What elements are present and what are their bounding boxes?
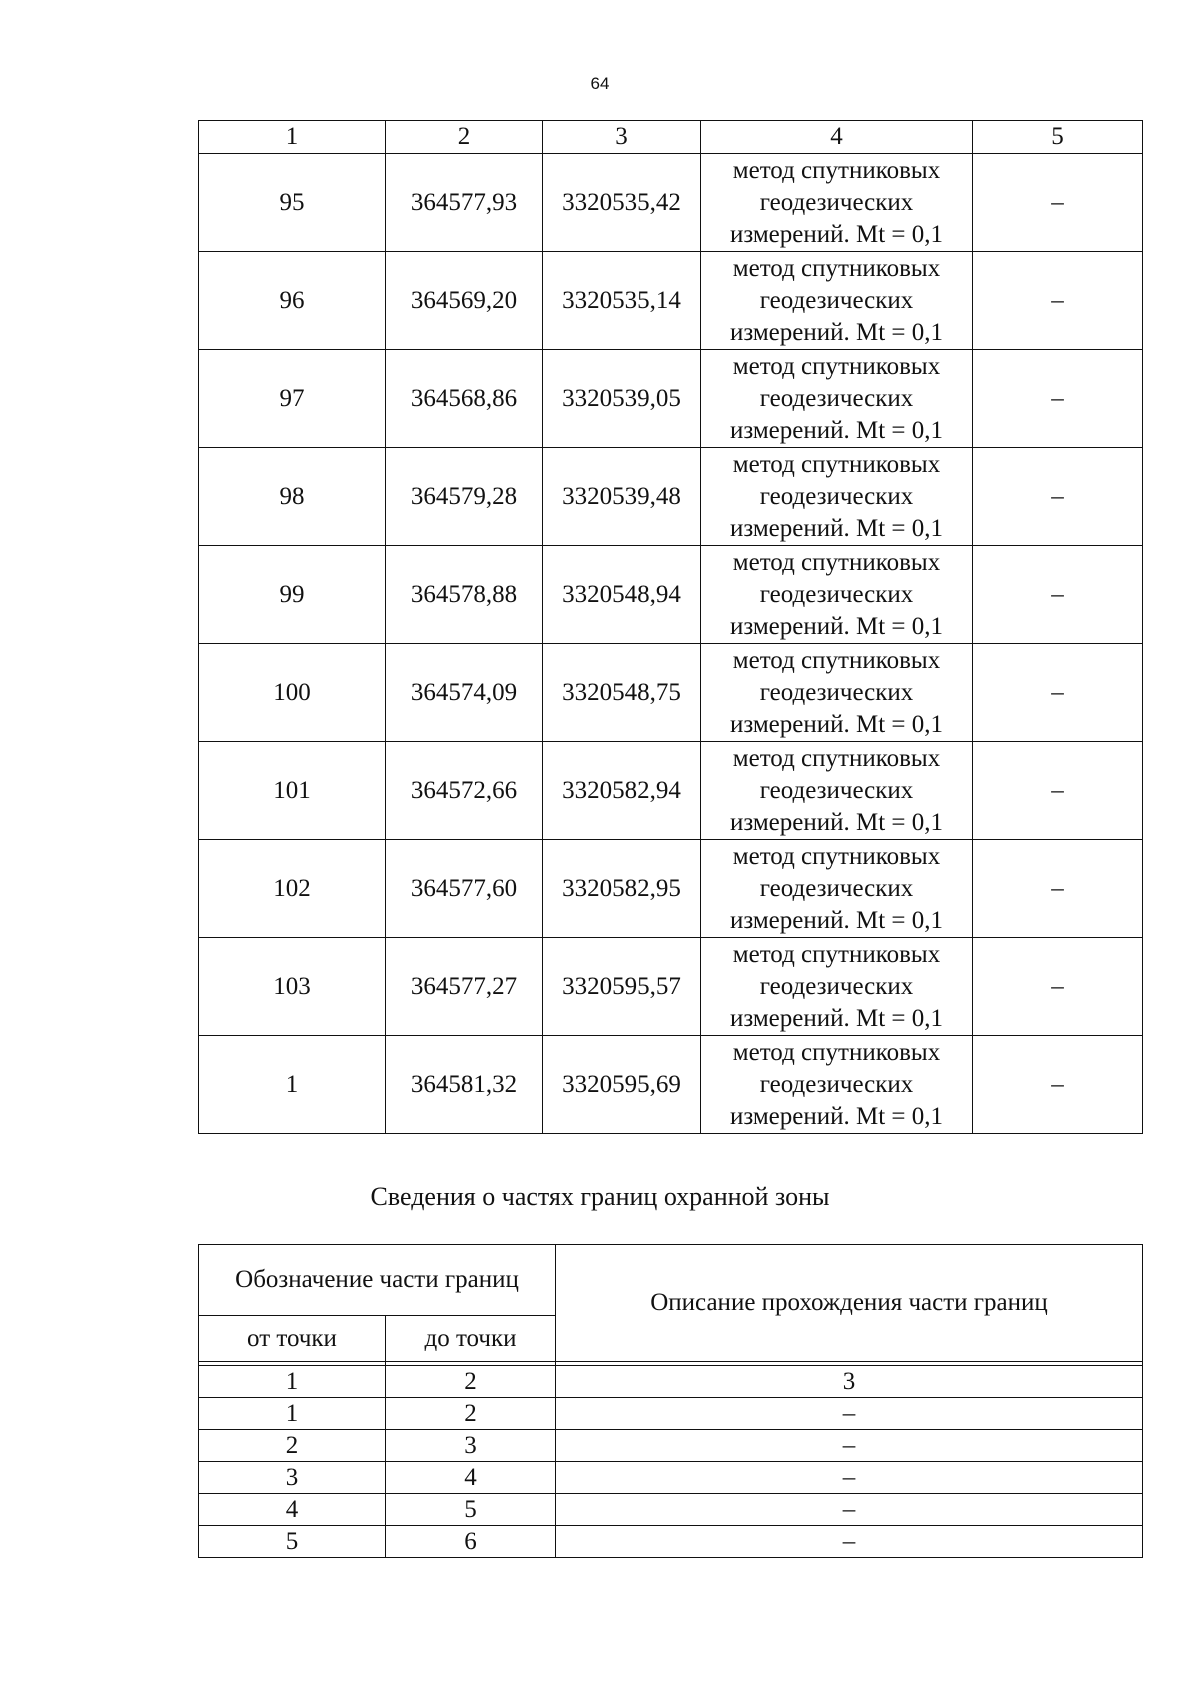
point-description: – xyxy=(973,448,1143,546)
determination-method: метод спутниковых геодезических измерений. Mt = 0,1 xyxy=(701,252,973,350)
to-point: 5 xyxy=(386,1494,556,1526)
to-point: 6 xyxy=(386,1526,556,1558)
parts-header-row xyxy=(199,1245,1143,1316)
column-numbering-row xyxy=(199,1366,1143,1398)
to-point: 3 xyxy=(386,1430,556,1462)
coordinate-y: 3320595,69 xyxy=(543,1036,701,1134)
point-description: – xyxy=(973,938,1143,1036)
determination-method: метод спутниковых геодезических измерений. Mt = 0,1 xyxy=(701,448,973,546)
column-number: 1 xyxy=(199,1366,386,1398)
table-row xyxy=(199,1430,1143,1462)
determination-method: метод спутниковых геодезических измерений. Mt = 0,1 xyxy=(701,938,973,1036)
from-point: 1 xyxy=(199,1398,386,1430)
determination-method: метод спутниковых геодезических измерений. Mt = 0,1 xyxy=(701,742,973,840)
section-title: Сведения о частях границ охранной зоны xyxy=(370,1182,830,1211)
column-number: 2 xyxy=(386,1366,556,1398)
coordinates-table xyxy=(198,120,1143,1134)
coordinate-x: 364574,09 xyxy=(386,644,543,742)
coordinate-y: 3320582,94 xyxy=(543,742,701,840)
coordinate-y: 3320535,42 xyxy=(543,154,701,252)
column-number-header: 2 xyxy=(386,121,543,154)
table-row xyxy=(199,350,1143,448)
from-point: 2 xyxy=(199,1430,386,1462)
point-number: 102 xyxy=(199,840,386,938)
coordinate-y: 3320539,48 xyxy=(543,448,701,546)
from-point: 4 xyxy=(199,1494,386,1526)
to-point: 4 xyxy=(386,1462,556,1494)
column-number: 3 xyxy=(556,1366,1143,1398)
point-number: 1 xyxy=(199,1036,386,1134)
coordinate-x: 364568,86 xyxy=(386,350,543,448)
table-row xyxy=(199,840,1143,938)
part-description: – xyxy=(556,1494,1143,1526)
coordinate-x: 364577,60 xyxy=(386,840,543,938)
coordinate-x: 364579,28 xyxy=(386,448,543,546)
point-number: 100 xyxy=(199,644,386,742)
table-row xyxy=(199,644,1143,742)
coordinate-x: 364578,88 xyxy=(386,546,543,644)
to-point: 2 xyxy=(386,1398,556,1430)
column-number-header: 5 xyxy=(973,121,1143,154)
point-number: 96 xyxy=(199,252,386,350)
determination-method: метод спутниковых геодезических измерений. Mt = 0,1 xyxy=(701,154,973,252)
table-row xyxy=(199,1526,1143,1558)
table-row xyxy=(199,448,1143,546)
table-row xyxy=(199,742,1143,840)
designation-header: Обозначение части границ xyxy=(199,1245,556,1316)
from-point: 5 xyxy=(199,1526,386,1558)
table-row xyxy=(199,1398,1143,1430)
determination-method: метод спутниковых геодезических измерений. Mt = 0,1 xyxy=(701,1036,973,1134)
coordinate-x: 364572,66 xyxy=(386,742,543,840)
part-description: – xyxy=(556,1430,1143,1462)
column-number-header: 4 xyxy=(701,121,973,154)
boundary-parts-table xyxy=(198,1244,1143,1558)
coordinate-y: 3320539,05 xyxy=(543,350,701,448)
coordinate-x: 364581,32 xyxy=(386,1036,543,1134)
point-number: 103 xyxy=(199,938,386,1036)
table-row xyxy=(199,154,1143,252)
to-point-header: до точки xyxy=(386,1316,556,1362)
point-number: 98 xyxy=(199,448,386,546)
point-description: – xyxy=(973,1036,1143,1134)
point-number: 101 xyxy=(199,742,386,840)
coords-header-row xyxy=(199,121,1143,154)
coordinate-x: 364577,27 xyxy=(386,938,543,1036)
column-number-header: 3 xyxy=(543,121,701,154)
point-description: – xyxy=(973,546,1143,644)
coordinate-y: 3320535,14 xyxy=(543,252,701,350)
table-row xyxy=(199,546,1143,644)
determination-method: метод спутниковых геодезических измерений. Mt = 0,1 xyxy=(701,644,973,742)
part-description: – xyxy=(556,1398,1143,1430)
point-number: 95 xyxy=(199,154,386,252)
point-description: – xyxy=(973,154,1143,252)
description-header: Описание прохождения части границ xyxy=(556,1245,1143,1362)
point-description: – xyxy=(973,840,1143,938)
point-description: – xyxy=(973,350,1143,448)
point-description: – xyxy=(973,742,1143,840)
table-row xyxy=(199,252,1143,350)
part-description: – xyxy=(556,1526,1143,1558)
coordinate-y: 3320548,94 xyxy=(543,546,701,644)
table-row xyxy=(199,1494,1143,1526)
coordinate-x: 364577,93 xyxy=(386,154,543,252)
determination-method: метод спутниковых геодезических измерений. Mt = 0,1 xyxy=(701,350,973,448)
table-row xyxy=(199,938,1143,1036)
from-point: 3 xyxy=(199,1462,386,1494)
point-number: 97 xyxy=(199,350,386,448)
coordinate-y: 3320582,95 xyxy=(543,840,701,938)
point-description: – xyxy=(973,644,1143,742)
coordinate-y: 3320548,75 xyxy=(543,644,701,742)
page-number: 64 xyxy=(590,74,610,93)
determination-method: метод спутниковых геодезических измерений. Mt = 0,1 xyxy=(701,546,973,644)
from-point-header: от точки xyxy=(199,1316,386,1362)
column-number-header: 1 xyxy=(199,121,386,154)
point-description: – xyxy=(973,252,1143,350)
coordinate-x: 364569,20 xyxy=(386,252,543,350)
determination-method: метод спутниковых геодезических измерений. Mt = 0,1 xyxy=(701,840,973,938)
coordinate-y: 3320595,57 xyxy=(543,938,701,1036)
table-row xyxy=(199,1462,1143,1494)
point-number: 99 xyxy=(199,546,386,644)
part-description: – xyxy=(556,1462,1143,1494)
table-row xyxy=(199,1036,1143,1134)
